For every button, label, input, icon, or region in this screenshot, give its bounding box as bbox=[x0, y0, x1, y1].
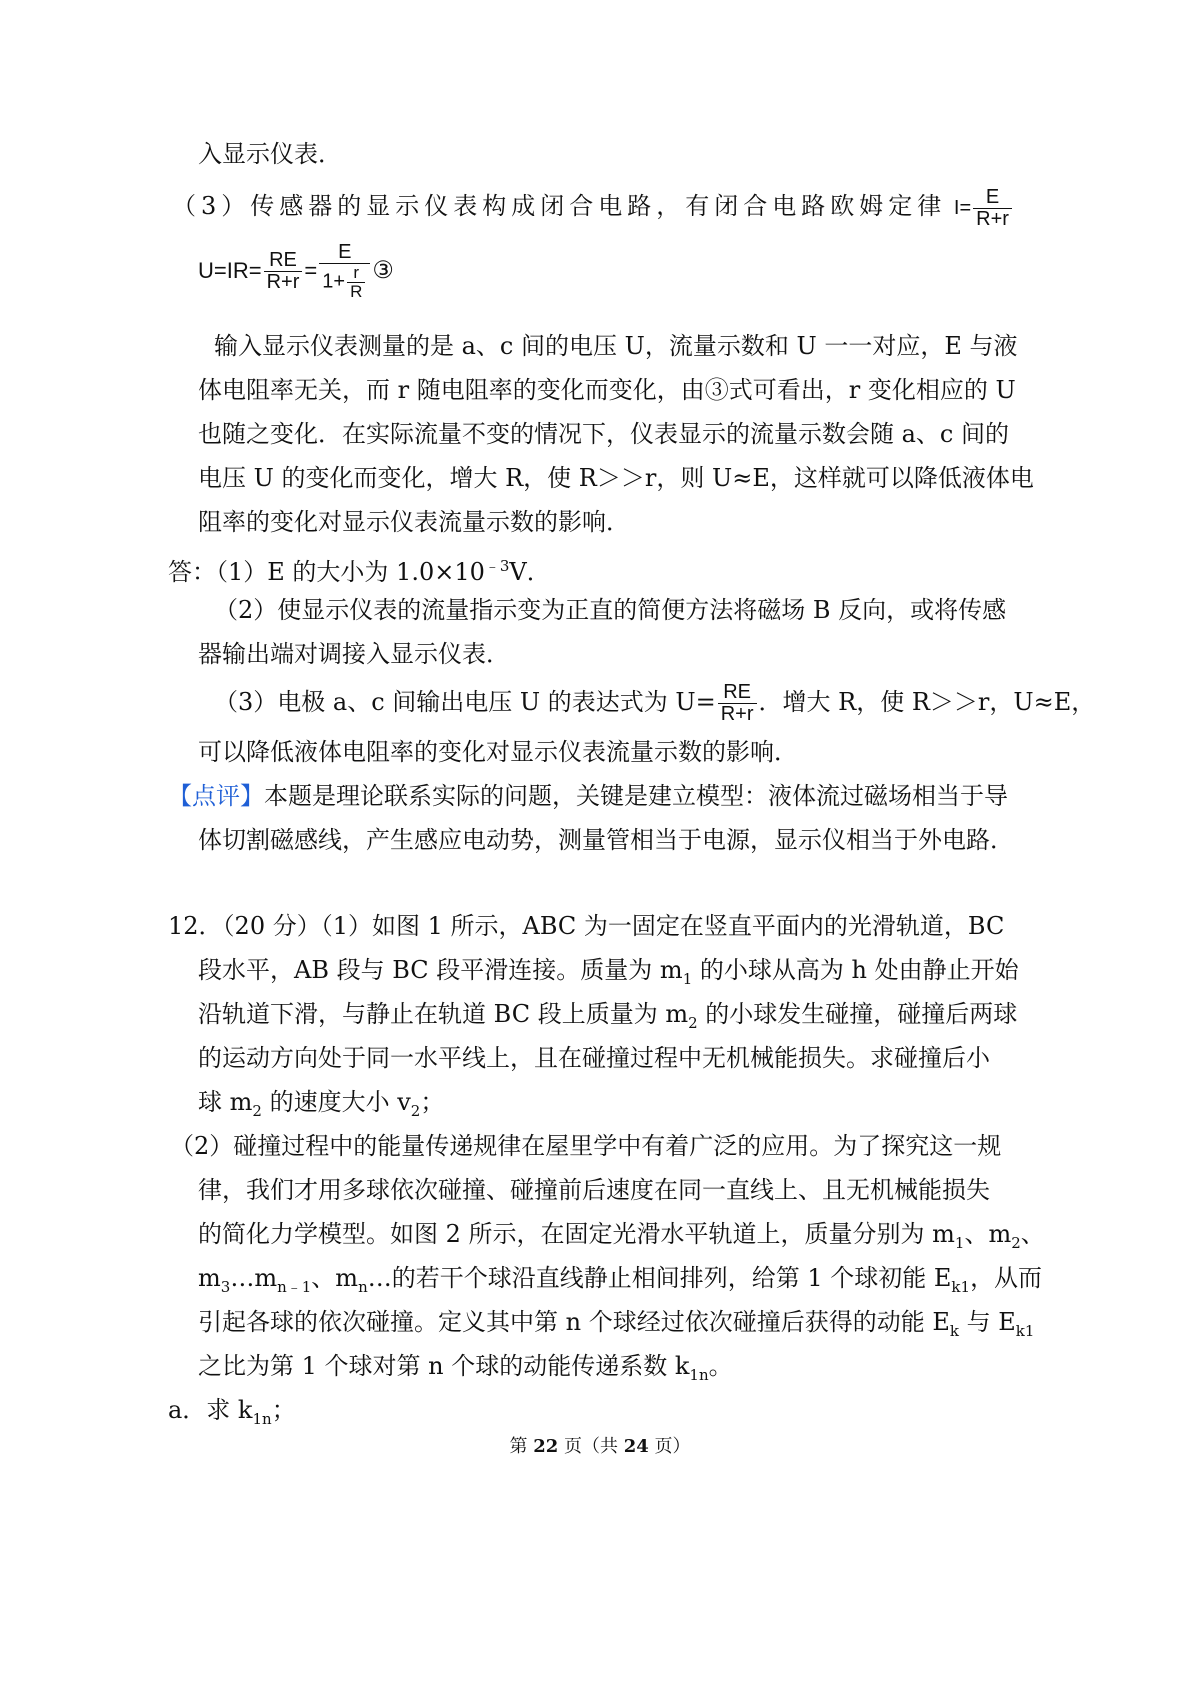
exponent: ﹣3 bbox=[484, 557, 510, 575]
text-line bbox=[198, 498, 630, 546]
question-number: 12． bbox=[168, 912, 223, 940]
paragraph-text: 球 m bbox=[198, 1088, 253, 1116]
fraction bbox=[718, 682, 757, 725]
formula-lhs: I= bbox=[953, 197, 972, 219]
fraction-denominator: R+r bbox=[266, 271, 300, 293]
text-line bbox=[198, 366, 1016, 414]
question-line bbox=[168, 902, 1004, 950]
text-line bbox=[198, 816, 1014, 864]
subscript: 2 bbox=[688, 1013, 698, 1032]
denominator-prefix: 1+ bbox=[322, 270, 346, 293]
paragraph-text: 的小球从高为 h 处由静止开始 bbox=[692, 956, 1019, 984]
ohm-law-formula bbox=[953, 186, 1014, 231]
paragraph-text: 电压 U 的变化而变化，增大 R，使 R＞＞r，则 U≈E，这样就可以降低液体电 bbox=[198, 464, 1034, 492]
paragraph-text: …m bbox=[230, 1264, 278, 1292]
paragraph-text: ，从而 bbox=[970, 1264, 1043, 1292]
subscript: 1 bbox=[954, 1233, 965, 1252]
text-line bbox=[214, 586, 1006, 634]
fraction-denominator bbox=[319, 264, 370, 301]
text-line bbox=[214, 322, 1018, 370]
subscript: k bbox=[949, 1321, 959, 1340]
nested-fraction bbox=[347, 264, 365, 301]
formula-lhs: U=IR= bbox=[198, 258, 262, 283]
subscript: n bbox=[358, 1277, 368, 1296]
footer-text: 页（共 bbox=[558, 1436, 624, 1457]
paragraph-text: （3）电极 a、c 间输出电压 U 的表达式为 U= bbox=[214, 688, 716, 716]
total-pages: 24 bbox=[623, 1436, 649, 1457]
paragraph-text: 本题是理论联系实际的问题，关键是建立模型：液体流过磁场相当于导 bbox=[264, 782, 1008, 810]
fraction bbox=[973, 187, 1012, 230]
footer-text: 第 bbox=[509, 1436, 534, 1457]
subscript: 1 bbox=[682, 969, 693, 988]
paragraph-text: 的简化力学模型。如图 2 所示，在固定光滑水平轨道上，质量分别为 m bbox=[198, 1220, 955, 1248]
subscript: n﹣1 bbox=[277, 1277, 312, 1296]
paragraph-text: 律，我们才用多球依次碰撞、碰撞前后速度在同一直线上、且无机械能损失 bbox=[198, 1176, 990, 1204]
paragraph-text: 可以降低液体电阻率的变化对显示仪表流量示数的影响． bbox=[198, 738, 798, 766]
subscript: 2 bbox=[252, 1101, 262, 1120]
text-line bbox=[198, 454, 1034, 502]
paragraph-text: 的小球发生碰撞，碰撞后两球 bbox=[697, 1000, 1018, 1028]
paragraph-text: 、 bbox=[1020, 1220, 1045, 1248]
paragraph-text: 、m bbox=[311, 1264, 359, 1292]
subscript: k1 bbox=[1015, 1321, 1035, 1340]
paragraph-text: ； bbox=[271, 1396, 296, 1424]
text-line bbox=[170, 1122, 1001, 1170]
text-line bbox=[198, 130, 342, 178]
page-number: 22 bbox=[533, 1436, 559, 1457]
equation-marker: ③ bbox=[372, 256, 394, 284]
paragraph-text: 引起各球的依次碰撞。定义其中第 n 个球经过依次碰撞后获得的动能 E bbox=[198, 1308, 950, 1336]
paragraph-text: 。 bbox=[708, 1352, 733, 1380]
paragraph-text: 、m bbox=[964, 1220, 1012, 1248]
comment-tag: 【点评】 bbox=[168, 782, 264, 810]
paragraph-text: ； bbox=[420, 1088, 445, 1116]
paragraph-text: 体切割磁感线，产生感应电动势，测量管相当于电源，显示仪相当于外电路． bbox=[198, 826, 1014, 854]
fraction-numerator: RE bbox=[264, 250, 303, 272]
text-line bbox=[198, 410, 1009, 458]
equals-sign: = bbox=[304, 258, 318, 283]
paragraph-text: 入显示仪表． bbox=[198, 140, 342, 168]
fraction-numerator: E bbox=[319, 242, 370, 264]
sub-question-label: a．求 k bbox=[168, 1396, 253, 1424]
paragraph-text: 器输出端对调接入显示仪表． bbox=[198, 640, 510, 668]
paragraph-text: 沿轨道下滑，与静止在轨道 BC 段上质量为 m bbox=[198, 1000, 689, 1028]
text-line bbox=[198, 630, 510, 678]
fraction-numerator: E bbox=[973, 187, 1012, 209]
paragraph-text: …的若干个球沿直线静止相间排列，给第 1 个球初能 E bbox=[367, 1264, 952, 1292]
paragraph-text: 之比为第 1 个球对第 n 个球的动能传递系数 k bbox=[198, 1352, 690, 1380]
formula-line bbox=[198, 240, 394, 301]
fraction bbox=[319, 242, 370, 301]
paragraph-text: m bbox=[198, 1264, 221, 1292]
paragraph-text: 输入显示仪表测量的是 a、c 间的电压 U，流量示数和 U 一一对应，E 与液 bbox=[214, 332, 1018, 360]
subscript: 1n bbox=[252, 1409, 272, 1428]
subscript: k1 bbox=[951, 1277, 971, 1296]
paragraph-text: 体电阻率无关，而 r 随电阻率的变化而变化，由③式可看出，r 变化相应的 U bbox=[198, 376, 1016, 404]
text-line bbox=[172, 182, 1014, 232]
paragraph-text: （1）E 的大小为 1.0×10 bbox=[216, 558, 485, 586]
text-line bbox=[198, 1034, 990, 1082]
subscript: 2 bbox=[1011, 1233, 1021, 1252]
paragraph-text: （3）传感器的显示仪表构成闭合电路，有闭合电路欧姆定律 bbox=[172, 192, 947, 220]
paragraph-text: 与 E bbox=[958, 1308, 1016, 1336]
paragraph-text: 段水平，AB 段与 BC 段平滑连接。质量为 m bbox=[198, 956, 683, 984]
paragraph-text: 也随之变化．在实际流量不变的情况下，仪表显示的流量示数会随 a、c 间的 bbox=[198, 420, 1010, 448]
fraction-denominator: R+r bbox=[720, 703, 754, 725]
subscript: 3 bbox=[220, 1277, 231, 1296]
text-line bbox=[198, 1166, 990, 1214]
fraction-denominator: R+r bbox=[976, 208, 1009, 231]
fraction-numerator: r bbox=[347, 264, 365, 283]
text-line bbox=[198, 728, 798, 776]
answer-label: 答： bbox=[168, 558, 216, 586]
paragraph-text: （2）使显示仪表的流量指示变为正直的简便方法将磁场 B 反向，或将传感 bbox=[214, 596, 1007, 624]
paragraph-text: ．增大 R，使 R＞＞r，U≈E， bbox=[758, 688, 1096, 716]
subscript: 1n bbox=[689, 1365, 709, 1384]
subscript: 2 bbox=[410, 1101, 421, 1120]
paragraph-text: 的运动方向处于同一水平线上，且在碰撞过程中无机械能损失。求碰撞后小 bbox=[198, 1044, 990, 1072]
page-footer bbox=[0, 1432, 1200, 1458]
paragraph-text: （20 分）（1）如图 1 所示，ABC 为一固定在竖直平面内的光滑轨道，BC bbox=[222, 912, 1005, 940]
fraction-numerator: RE bbox=[718, 682, 757, 704]
paragraph-text: 的速度大小 v bbox=[261, 1088, 411, 1116]
footer-text: 页） bbox=[648, 1436, 691, 1457]
comment-line bbox=[168, 772, 1008, 820]
text-line bbox=[214, 676, 1095, 728]
paragraph-text: V． bbox=[509, 558, 551, 586]
fraction-denominator: R bbox=[350, 282, 363, 301]
paragraph-text: 阻率的变化对显示仪表流量示数的影响． bbox=[198, 508, 630, 536]
fraction bbox=[264, 250, 303, 293]
paragraph-text: （2）碰撞过程中的能量传递规律在屋里学中有着广泛的应用。为了探究这一规 bbox=[170, 1132, 1002, 1160]
